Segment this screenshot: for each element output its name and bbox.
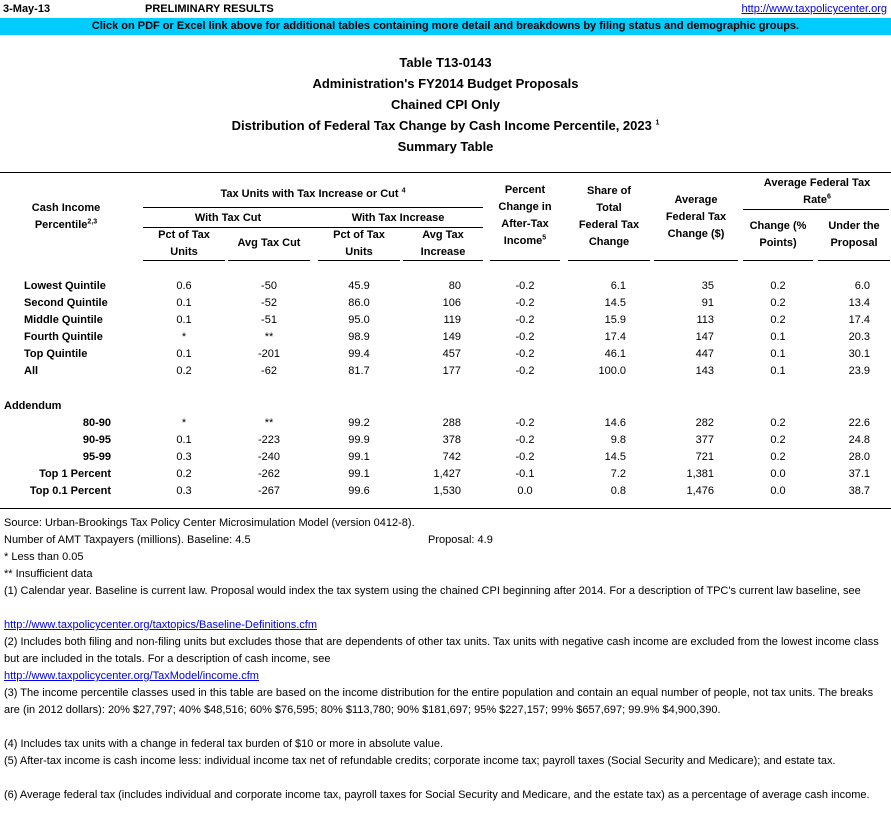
note-1-link: [4, 617, 888, 634]
cell-pct-units-increase: 98.9: [348, 331, 370, 343]
table-row: [0, 483, 891, 500]
cell-pct-change-income: -0.2: [515, 297, 535, 309]
header-cash-income: Cash Income Percentile$^{2,3}$: [31, 202, 101, 231]
note-2-link: [4, 668, 888, 685]
cell-avg-fed-tax-change: 1,381: [686, 468, 714, 480]
note-amt-baseline: Number of AMT Taxpayers (millions). Baseline: 4.5: [4, 534, 251, 546]
cell-pct-units-cut: 0.6: [176, 280, 192, 292]
cell-avg-tax-cut: -201: [257, 348, 281, 360]
cell-avg-fed-tax-change: 113: [696, 314, 714, 326]
cell-avg-tax-increase: 1,427: [433, 468, 461, 480]
row-label: Fourth Quintile: [24, 331, 103, 343]
row-label: 95-99: [82, 451, 111, 463]
cell-pct-change-income: -0.2: [515, 417, 535, 429]
cell-rate-change: 0.2: [770, 297, 786, 309]
col-rule-7: [654, 260, 738, 261]
cell-rate-change: 0.2: [770, 451, 786, 463]
cell-pct-change-income: -0.2: [515, 451, 535, 463]
header-underline-rate: [743, 209, 889, 210]
cell-pct-units-increase: 99.2: [348, 417, 370, 429]
header-rate-change: Change (% Points): [749, 220, 807, 249]
col-rule-1: [143, 260, 225, 261]
title-line3: Distribution of Federal Tax Change by Cash Income Percentile, 2023 $^1$: [231, 118, 660, 133]
table-row: [0, 363, 891, 380]
title-line4: Summary Table: [397, 139, 494, 154]
cell-rate-change: 0.0: [770, 468, 786, 480]
cell-pct-units-increase: 81.7: [348, 365, 370, 377]
addendum-label: Addendum: [4, 400, 62, 412]
cell-rate-change: 0.2: [770, 280, 786, 292]
cell-pct-units-cut: 0.3: [176, 451, 192, 463]
table-row: [0, 312, 891, 329]
note-3: (3) The income percentile classes used in this table are based on the income distribution for the entire population and contain an equal number of people, not tax units. The breaks are (in 2012 dollars): 20% $27,797; 40% $48,516; 60% $76,595; 80% $113,780; 90% $181,697; 95% $227,157; 99% $657,697; 99.9% $4,900,390.: [4, 687, 874, 716]
col-rule-2: [228, 260, 310, 261]
cell-avg-fed-tax-change: 377: [695, 434, 714, 446]
cell-pct-change-income: -0.1: [515, 468, 535, 480]
table-row: [0, 278, 891, 295]
cell-pct-units-increase: 99.1: [348, 451, 370, 463]
row-label: Middle Quintile: [24, 314, 103, 326]
cell-avg-tax-cut: **: [264, 331, 274, 343]
cell-rate-under-proposal: 38.7: [848, 485, 870, 497]
row-label: 90-95: [82, 434, 111, 446]
cell-rate-under-proposal: 28.0: [848, 451, 870, 463]
report-date: 3-May-13: [3, 3, 51, 15]
cell-pct-change-income: -0.2: [515, 365, 535, 377]
table-bottom-border: [0, 508, 891, 509]
cell-pct-units-cut: 0.1: [176, 297, 192, 309]
cell-rate-change: 0.0: [770, 485, 786, 497]
col-rule-8: [743, 260, 813, 261]
header-with-increase: With Tax Increase: [351, 212, 445, 224]
income-definition-link[interactable]: http://www.taxpolicycenter.org/TaxModel/income.cfm: [4, 670, 259, 682]
cell-pct-units-cut: 0.1: [176, 348, 192, 360]
row-label: Top 1 Percent: [39, 468, 111, 480]
cell-pct-change-income: -0.2: [515, 331, 535, 343]
cell-rate-under-proposal: 37.1: [848, 468, 870, 480]
status-label: PRELIMINARY RESULTS: [145, 3, 274, 15]
header-with-cut: With Tax Cut: [194, 212, 262, 224]
title-line1: Administration's FY2014 Budget Proposals: [312, 76, 579, 91]
cell-pct-units-increase: 99.6: [348, 485, 370, 497]
cell-avg-tax-increase: 742: [442, 451, 461, 463]
cell-share-tax-change: 15.9: [604, 314, 626, 326]
cell-pct-units-cut: *: [181, 331, 187, 343]
cell-rate-change: 0.1: [770, 365, 786, 377]
note-6: (6) Average federal tax (includes individual and corporate income tax, payroll taxes for Social Security and Medicare, and the estate tax) as a percentage of average cash income.: [4, 789, 870, 801]
header-pct-units-increase: Pct of Tax Units: [333, 229, 385, 258]
cell-pct-units-cut: 0.3: [176, 485, 192, 497]
table-top-border: [0, 172, 891, 173]
cell-pct-units-increase: 99.9: [348, 434, 370, 446]
cell-avg-fed-tax-change: 35: [701, 280, 714, 292]
cell-rate-under-proposal: 17.4: [848, 314, 870, 326]
cell-pct-units-cut: 0.1: [176, 434, 192, 446]
info-banner: Click on PDF or Excel link above for additional tables containing more detail and breakdowns by filing status and demographic groups.: [0, 18, 891, 35]
cell-avg-fed-tax-change: 91: [701, 297, 714, 309]
cell-avg-fed-tax-change: 143: [695, 365, 714, 377]
cell-avg-fed-tax-change: 282: [695, 417, 714, 429]
header-share: Share of Total Federal Tax Change: [578, 185, 640, 248]
baseline-definitions-link[interactable]: http://www.taxpolicycenter.org/taxtopics/Baseline-Definitions.cfm: [4, 619, 318, 631]
note-1: (1) Calendar year. Baseline is current law. Proposal would index the tax system using the chained CPI beginning after 2014. For a description of TPC's current law baseline, see: [4, 585, 861, 597]
cell-rate-under-proposal: 30.1: [848, 348, 870, 360]
table-id: Table T13-0143: [399, 55, 492, 70]
cell-avg-tax-cut: -240: [257, 451, 281, 463]
cell-avg-tax-increase: 457: [442, 348, 461, 360]
header-pct-units-cut: Pct of Tax Units: [158, 229, 210, 258]
cell-rate-under-proposal: 13.4: [848, 297, 870, 309]
cell-pct-units-increase: 86.0: [348, 297, 370, 309]
cell-rate-under-proposal: 23.9: [848, 365, 870, 377]
note-insufficient: ** Insufficient data: [4, 568, 93, 580]
row-label: All: [24, 365, 39, 377]
tpc-website-link[interactable]: http://www.taxpolicycenter.org: [741, 3, 887, 15]
header-tax-units: Tax Units with Tax Increase or Cut $^4$: [220, 187, 406, 200]
col-rule-4: [403, 260, 483, 261]
note-4: (4) Includes tax units with a change in federal tax burden of $10 or more in absolute value.: [4, 738, 444, 750]
cell-avg-tax-increase: 177: [442, 365, 461, 377]
cell-avg-tax-increase: 1,530: [433, 485, 461, 497]
cell-pct-change-income: 0.0: [517, 485, 533, 497]
cell-avg-tax-increase: 288: [442, 417, 461, 429]
cell-avg-tax-cut: -267: [257, 485, 281, 497]
cell-share-tax-change: 14.5: [604, 297, 626, 309]
cell-share-tax-change: 7.2: [610, 468, 626, 480]
cell-avg-tax-increase: 106: [442, 297, 461, 309]
cell-pct-change-income: -0.2: [515, 348, 535, 360]
cell-rate-under-proposal: 6.0: [854, 280, 870, 292]
cell-avg-fed-tax-change: 447: [695, 348, 714, 360]
note-amt: [4, 532, 888, 549]
header-rate-under: Under the Proposal: [828, 220, 880, 249]
cell-share-tax-change: 14.5: [604, 451, 626, 463]
cell-avg-tax-increase: 149: [442, 331, 461, 343]
row-label: Top Quintile: [24, 348, 88, 360]
col-rule-9: [818, 260, 890, 261]
table-row: [0, 415, 891, 432]
cell-avg-tax-cut: -262: [257, 468, 281, 480]
table-row: [0, 449, 891, 466]
cell-pct-units-cut: 0.2: [176, 365, 192, 377]
cell-rate-change: 0.2: [770, 417, 786, 429]
title-line2: Chained CPI Only: [390, 97, 501, 112]
note-amt-proposal: Proposal: 4.9: [428, 534, 493, 546]
col-rule-6: [568, 260, 650, 261]
cell-share-tax-change: 6.1: [610, 280, 626, 292]
cell-share-tax-change: 9.8: [610, 434, 626, 446]
row-label: Lowest Quintile: [24, 280, 106, 292]
cell-rate-change: 0.2: [770, 434, 786, 446]
note-2: (2) Includes both filing and non-filing units but excludes those that are dependents of other tax units. Tax units with negative cash income are excluded from the lowest income class but are included in the totals. For a description of cash income, see: [4, 636, 879, 665]
header-avg-rate: Average Federal Tax Rate$^6$: [763, 177, 871, 206]
cell-avg-tax-increase: 80: [448, 280, 461, 292]
header-underline-tax-units: [143, 207, 483, 208]
cell-avg-tax-cut: **: [264, 417, 274, 429]
row-label: Second Quintile: [24, 297, 108, 309]
cell-rate-change: 0.1: [770, 331, 786, 343]
cell-avg-tax-cut: -62: [261, 365, 277, 377]
note-5: (5) After-tax income is cash income less: individual income tax net of refundable credits; corporate income tax; payroll taxes (Social Security and Medicare); and estate tax.: [4, 755, 836, 767]
header-avg-increase: Avg Tax Increase: [420, 229, 466, 258]
row-label: 80-90: [82, 417, 111, 429]
table-row: [0, 466, 891, 483]
cell-share-tax-change: 46.1: [604, 348, 626, 360]
cell-avg-tax-cut: -223: [257, 434, 281, 446]
cell-pct-change-income: -0.2: [515, 280, 535, 292]
cell-pct-units-cut: *: [181, 417, 187, 429]
cell-avg-fed-tax-change: 721: [695, 451, 714, 463]
cell-rate-change: 0.1: [770, 348, 786, 360]
header-avg-cut: Avg Tax Cut: [237, 237, 301, 249]
table-row: [0, 295, 891, 312]
cell-share-tax-change: 0.8: [610, 485, 626, 497]
cell-rate-change: 0.2: [770, 314, 786, 326]
cell-pct-change-income: -0.2: [515, 434, 535, 446]
row-label: Top 0.1 Percent: [29, 485, 111, 497]
cell-pct-units-increase: 99.1: [348, 468, 370, 480]
col-rule-5: [490, 260, 560, 261]
note-source: Source: Urban-Brookings Tax Policy Center Microsimulation Model (version 0412-8).: [4, 517, 415, 529]
cell-rate-under-proposal: 20.3: [848, 331, 870, 343]
cell-share-tax-change: 14.6: [604, 417, 626, 429]
header-pct-change: Percent Change in After-Tax Income$^5$: [498, 184, 552, 247]
cell-pct-units-increase: 95.0: [348, 314, 370, 326]
col-rule-3: [318, 260, 400, 261]
cell-avg-tax-increase: 119: [443, 314, 461, 326]
note-less-than: * Less than 0.05: [4, 551, 84, 563]
cell-pct-units-cut: 0.2: [176, 468, 192, 480]
cell-avg-tax-cut: -50: [261, 280, 277, 292]
table-row: [0, 432, 891, 449]
cell-avg-tax-cut: -51: [261, 314, 277, 326]
cell-pct-units-cut: 0.1: [176, 314, 192, 326]
cell-rate-under-proposal: 24.8: [848, 434, 870, 446]
header-avg-fed-tax: Average Federal Tax Change ($): [665, 194, 727, 240]
cell-pct-units-increase: 45.9: [348, 280, 370, 292]
table-row: [0, 329, 891, 346]
cell-avg-fed-tax-change: 147: [695, 331, 714, 343]
cell-avg-fed-tax-change: 1,476: [686, 485, 714, 497]
cell-avg-tax-cut: -52: [261, 297, 277, 309]
cell-share-tax-change: 100.0: [598, 365, 626, 377]
cell-rate-under-proposal: 22.6: [848, 417, 870, 429]
cell-avg-tax-increase: 378: [442, 434, 461, 446]
cell-share-tax-change: 17.4: [604, 331, 626, 343]
cell-pct-units-increase: 99.4: [348, 348, 370, 360]
cell-pct-change-income: -0.2: [515, 314, 535, 326]
table-row: [0, 346, 891, 363]
